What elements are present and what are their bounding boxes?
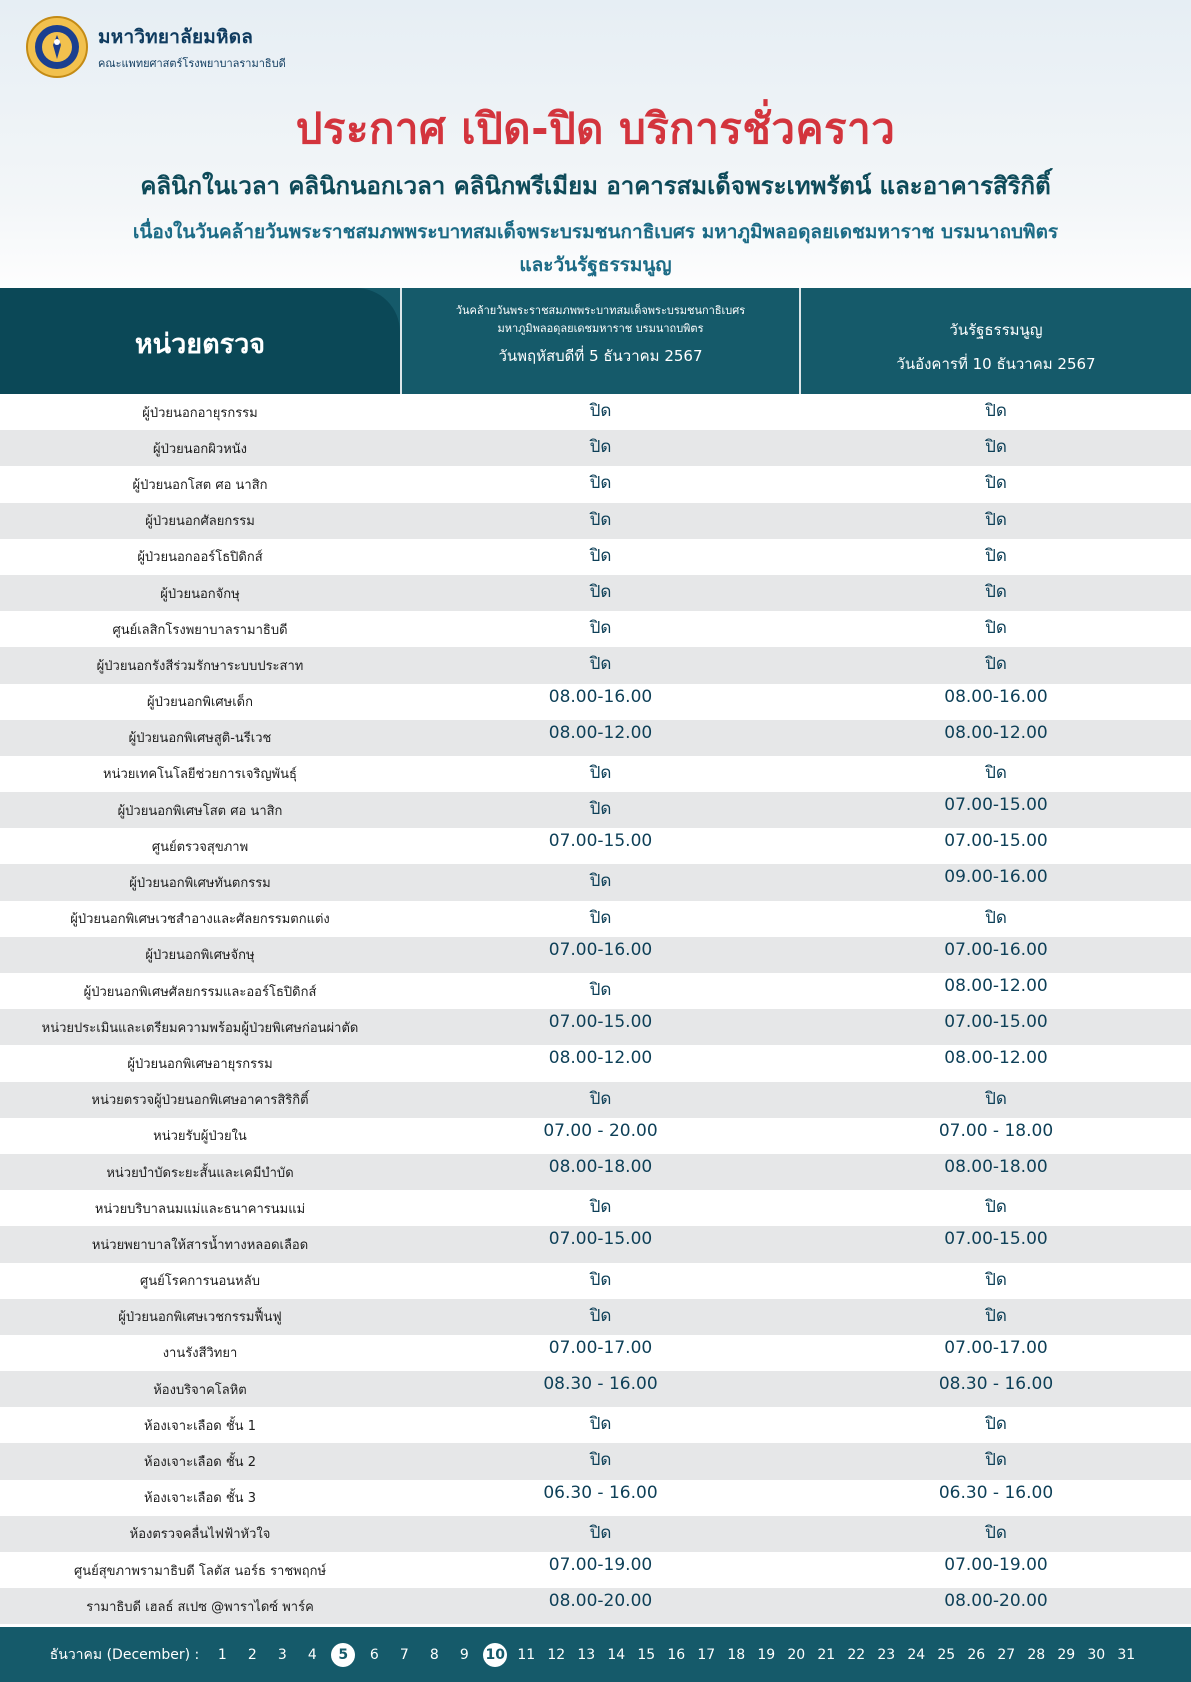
unit-name: ผู้ป่วยนอกพิเศษเด็ก	[147, 695, 253, 711]
unit-name: ผู้ป่วยนอกพิเศษอายุรกรรม	[127, 1056, 273, 1072]
hours-dec5: 08.00-12.00	[548, 722, 653, 743]
table-row	[0, 1443, 1191, 1479]
hours-dec5: ปิด	[589, 618, 612, 639]
hours-dec10: 07.00-15.00	[944, 1012, 1048, 1033]
unit-name: หน่วยบำบัดระยะสั้นและเคมีบำบัด	[106, 1165, 294, 1181]
hours-dec10: ปิด	[985, 1305, 1007, 1326]
table-row	[0, 611, 1191, 647]
hours-dec10: 08.00-12.00	[944, 976, 1048, 996]
hours-dec5: ปิด	[589, 1088, 612, 1109]
table-row	[0, 756, 1191, 792]
unit-name: ศูนย์เลสิกโรงพยาบาลรามาธิบดี	[112, 622, 288, 638]
table-row	[0, 1552, 1191, 1588]
calendar-day: 7	[399, 1646, 409, 1663]
hours-dec5: ปิด	[589, 907, 612, 928]
hours-dec10: 08.00-16.00	[944, 686, 1048, 707]
hours-dec5: ปิด	[589, 1450, 612, 1471]
hours-dec5: 07.00-16.00	[548, 939, 653, 960]
hours-dec10: 07.00-15.00	[944, 1229, 1048, 1250]
hours-dec10: ปิด	[985, 1088, 1007, 1109]
unit-name: ผู้ป่วยนอกพิเศษจักษุ	[145, 948, 255, 964]
date2-header	[801, 288, 1191, 394]
hours-dec10: 08.00-18.00	[944, 1156, 1048, 1177]
table-row	[0, 1154, 1191, 1190]
unit-name: รามาธิบดี เฮลธ์ สเปซ @พาราไดซ์ พาร์ค	[86, 1599, 314, 1615]
table-row	[0, 973, 1191, 1009]
unit-name: งานรังสีวิทยา	[162, 1346, 238, 1362]
table-row	[0, 1263, 1191, 1299]
unit-name: ศูนย์สุขภาพรามาธิบดี โลตัส นอร์ธ ราชพฤกษ์	[73, 1563, 327, 1579]
hours-dec10: ปิด	[985, 1269, 1007, 1290]
table-row	[0, 1480, 1191, 1516]
unit-name: ผู้ป่วยนอกพิเศษสูติ-นรีเวช	[128, 731, 272, 747]
table-row	[0, 1407, 1191, 1443]
hours-dec10: ปิด	[985, 509, 1007, 530]
hours-dec5: ปิด	[589, 473, 612, 494]
faculty-name: คณะแพทยศาสตร์โรงพยาบาลรามาธิบดี	[98, 57, 286, 70]
calendar-day: 20	[787, 1646, 806, 1663]
hours-dec5: 07.00-19.00	[548, 1555, 653, 1575]
unit-name: ผู้ป่วยนอกโสต ศอ นาสิก	[132, 477, 268, 493]
hours-dec5: 08.00-16.00	[548, 686, 653, 707]
hours-dec5: ปิด	[589, 1305, 612, 1326]
hours-dec10: 07.00 - 18.00	[938, 1120, 1054, 1141]
calendar-day: 2	[247, 1646, 257, 1663]
calendar-day: 8	[429, 1646, 439, 1663]
hours-dec5: 07.00 - 20.00	[543, 1120, 658, 1141]
calendar-day: 23	[877, 1646, 896, 1663]
hours-dec10: 07.00-16.00	[944, 939, 1048, 960]
hours-dec5: 07.00-17.00	[548, 1337, 653, 1358]
hours-dec10: ปิด	[985, 1414, 1007, 1435]
hours-dec5: ปิด	[589, 1269, 612, 1290]
calendar-day: 18	[727, 1646, 746, 1663]
hours-dec10: ปิด	[985, 473, 1007, 494]
hours-dec10: 07.00-15.00	[944, 795, 1048, 816]
calendar-day: 31	[1117, 1646, 1136, 1663]
calendar-day: 6	[369, 1646, 379, 1663]
date1-occasion-line2: มหาภูมิพลอดุลยเดชมหาราช บรมนาถบพิตร	[497, 322, 704, 335]
hours-dec5: ปิด	[589, 437, 612, 458]
table-row	[0, 864, 1191, 900]
hours-dec5: ปิด	[589, 1522, 612, 1543]
hours-dec10: 06.30 - 16.00	[938, 1482, 1054, 1503]
calendar-day: 15	[637, 1646, 656, 1663]
university-name: มหาวิทยาลัยมหิดล	[98, 26, 254, 48]
calendar-strip	[0, 1627, 1191, 1682]
unit-header: หน่วยตรวจ	[134, 329, 266, 360]
table-row	[0, 466, 1191, 502]
hours-dec10: ปิด	[985, 1522, 1007, 1543]
unit-name: ผู้ป่วยนอกพิเศษเวชกรรมฟื้นฟู	[118, 1310, 282, 1326]
page-subtitle: คลินิกในเวลา คลินิกนอกเวลา คลินิกพรีเมียม อาคารสมเด็จพระเทพรัตน์ และอาคารสิริกิติ์	[140, 172, 1051, 200]
hours-dec10: ปิด	[985, 618, 1007, 639]
calendar-day: 3	[277, 1646, 287, 1663]
university-seal-icon	[26, 16, 88, 78]
reason-text	[0, 216, 1191, 282]
calendar-day: 1	[217, 1646, 227, 1663]
date2-date: วันอังคารที่ 10 ธันวาคม 2567	[896, 355, 1096, 373]
unit-name: หน่วยตรวจผู้ป่วยนอกพิเศษอาคารสิริกิติ์	[91, 1093, 309, 1109]
unit-name: ผู้ป่วยนอกออร์โธปิดิกส์	[137, 550, 263, 566]
hours-dec5: ปิด	[589, 581, 612, 602]
table-row	[0, 1226, 1191, 1262]
hours-dec10: ปิด	[985, 401, 1007, 421]
hours-dec5: 07.00-15.00	[548, 831, 653, 852]
table-row	[0, 1335, 1191, 1371]
hours-dec10: 07.00-17.00	[944, 1337, 1048, 1358]
calendar-day: 12	[547, 1646, 566, 1663]
unit-name: ผู้ป่วยนอกผิวหนัง	[152, 441, 248, 457]
table-row	[0, 647, 1191, 683]
calendar-day: 29	[1057, 1646, 1076, 1663]
table-row	[0, 1371, 1191, 1407]
table-row	[0, 828, 1191, 864]
hours-dec10: ปิด	[985, 545, 1007, 566]
hours-dec10: ปิด	[985, 762, 1007, 783]
unit-name: ห้องเจาะเลือด ชั้น 3	[144, 1491, 256, 1507]
table-row	[0, 901, 1191, 937]
hours-dec10: ปิด	[985, 1197, 1007, 1218]
calendar-day: 13	[577, 1646, 596, 1663]
calendar-day: 9	[459, 1646, 469, 1663]
unit-name: หน่วยบริบาลนมแม่และธนาคารนมแม่	[94, 1201, 306, 1217]
hours-dec5: 08.00-12.00	[548, 1048, 653, 1069]
hours-dec10: ปิด	[985, 437, 1007, 458]
calendar-day: 11	[517, 1646, 536, 1663]
hours-dec5: ปิด	[589, 1197, 612, 1218]
calendar-day: 22	[847, 1646, 866, 1663]
unit-name: หน่วยรับผู้ป่วยใน	[153, 1129, 247, 1145]
date1-occasion	[402, 302, 799, 338]
table-row	[0, 539, 1191, 575]
unit-name: ผู้ป่วยนอกศัลยกรรม	[145, 514, 255, 530]
hours-dec10: ปิด	[985, 907, 1007, 928]
calendar-day: 25	[937, 1646, 956, 1663]
calendar-day: 30	[1087, 1646, 1106, 1663]
table-row	[0, 684, 1191, 720]
hours-dec10: 08.00-20.00	[944, 1591, 1048, 1612]
unit-name: ผู้ป่วยนอกพิเศษเวชสำอางและศัลยกรรมตกแต่ง	[70, 912, 330, 928]
table-body	[0, 394, 1191, 1624]
unit-name: ผู้ป่วยนอกรังสีร่วมรักษาระบบประสาท	[96, 658, 304, 674]
table-row	[0, 1516, 1191, 1552]
hours-dec5: ปิด	[589, 545, 612, 566]
date1-date: วันพฤหัสบดีที่ 5 ธันวาคม 2567	[498, 347, 703, 365]
date2-occasion: วันรัฐธรรมนูญ	[949, 321, 1043, 339]
calendar-days	[207, 1643, 1141, 1667]
unit-name: ผู้ป่วยนอกพิเศษศัลยกรรมและออร์โธปิดิกส์	[83, 984, 317, 1000]
calendar-day: 24	[907, 1646, 926, 1663]
calendar-label: ธันวาคม (December) :	[49, 1646, 200, 1663]
table-row	[0, 575, 1191, 611]
calendar-day: 28	[1027, 1646, 1046, 1663]
table-row	[0, 1045, 1191, 1081]
unit-header-cell	[0, 288, 400, 394]
hours-dec10: ปิด	[985, 654, 1007, 675]
table-row	[0, 1299, 1191, 1335]
table-row	[0, 792, 1191, 828]
hours-dec5: ปิด	[589, 762, 612, 783]
calendar-day: 16	[667, 1646, 686, 1663]
unit-name: หน่วยประเมินและเตรียมความพร้อมผู้ป่วยพิเศษก่อนผ่าตัด	[41, 1020, 359, 1036]
hours-dec5: ปิด	[589, 401, 612, 421]
hours-dec5: ปิด	[589, 871, 612, 892]
table-row	[0, 1588, 1191, 1624]
calendar-day: 27	[997, 1646, 1016, 1663]
calendar-day: 4	[307, 1646, 317, 1663]
hours-dec5: 07.00-15.00	[548, 1012, 653, 1033]
unit-name: ศูนย์ตรวจสุขภาพ	[151, 839, 249, 855]
hours-dec10: 07.00-19.00	[944, 1555, 1048, 1575]
hours-dec10: 08.00-12.00	[944, 1048, 1048, 1069]
calendar-day: 10	[483, 1643, 507, 1667]
table-row	[0, 1009, 1191, 1045]
table-row	[0, 394, 1191, 430]
unit-name: ห้องเจาะเลือด ชั้น 2	[144, 1455, 256, 1471]
unit-name: ศูนย์โรคการนอนหลับ	[140, 1274, 260, 1290]
hours-dec10: 07.00-15.00	[944, 831, 1048, 852]
calendar-day: 14	[607, 1646, 626, 1663]
hours-dec10: ปิด	[985, 1450, 1007, 1471]
reason-line-2: และวันรัฐธรรมนูญ	[519, 254, 672, 276]
table-row	[0, 1118, 1191, 1154]
table-header	[0, 288, 1191, 394]
hours-dec5: 08.00-20.00	[548, 1591, 653, 1612]
table-row	[0, 1082, 1191, 1118]
hours-dec5: ปิด	[589, 980, 612, 1000]
hours-dec5: ปิด	[589, 654, 612, 675]
page-title: ประกาศ เปิด-ปิด บริการชั่วคราว	[295, 104, 896, 153]
header	[0, 0, 1191, 290]
hours-dec5: ปิด	[589, 1414, 612, 1435]
date1-header	[402, 288, 799, 394]
unit-name: ผู้ป่วยนอกจักษุ	[160, 586, 240, 602]
unit-name: หน่วยพยาบาลให้สารน้ำทางหลอดเลือด	[91, 1237, 309, 1253]
calendar-day: 21	[817, 1646, 836, 1663]
hours-dec10: ปิด	[985, 581, 1007, 602]
schedule-table	[0, 288, 1191, 1624]
hours-dec5: 08.00-18.00	[548, 1156, 653, 1177]
hours-dec5: 08.30 - 16.00	[543, 1374, 658, 1395]
unit-name: ผู้ป่วยนอกอายุรกรรม	[142, 405, 258, 421]
hours-dec10: 08.00-12.00	[944, 722, 1048, 743]
unit-name: ผู้ป่วยนอกพิเศษโสต ศอ นาสิก	[117, 803, 283, 819]
table-row	[0, 720, 1191, 756]
calendar-day: 26	[967, 1646, 986, 1663]
hours-dec10: 09.00-16.00	[944, 867, 1048, 888]
table-row	[0, 430, 1191, 466]
unit-name: ห้องบริจาคโลหิต	[153, 1382, 247, 1398]
hours-dec5: ปิด	[589, 509, 612, 530]
reason-line-1: เนื่องในวันคล้ายวันพระราชสมภพพระบาทสมเด็จพระบรมชนกาธิเบศร มหาภูมิพลอดุลยเดชมหาราช บรมนาถบพิตร	[132, 221, 1059, 243]
hours-dec10: 08.30 - 16.00	[938, 1374, 1054, 1395]
logo-block	[26, 16, 286, 78]
calendar-day: 17	[697, 1646, 716, 1663]
calendar-day: 5	[331, 1643, 355, 1667]
date1-occasion-line1: วันคล้ายวันพระราชสมภพพระบาทสมเด็จพระบรมชนกาธิเบศร	[455, 304, 746, 317]
unit-name: ผู้ป่วยนอกพิเศษทันตกรรม	[129, 876, 271, 892]
unit-name: หน่วยเทคโนโลยีช่วยการเจริญพันธุ์	[103, 767, 297, 783]
unit-name: ห้องตรวจคลื่นไฟฟ้าหัวใจ	[129, 1527, 271, 1543]
hours-dec5: ปิด	[589, 799, 612, 820]
calendar-day: 19	[757, 1646, 776, 1663]
unit-name: ห้องเจาะเลือด ชั้น 1	[144, 1418, 256, 1434]
hours-dec5: 07.00-15.00	[548, 1229, 653, 1250]
table-row	[0, 937, 1191, 973]
table-row	[0, 1190, 1191, 1226]
hours-dec5: 06.30 - 16.00	[543, 1482, 658, 1503]
table-row	[0, 503, 1191, 539]
